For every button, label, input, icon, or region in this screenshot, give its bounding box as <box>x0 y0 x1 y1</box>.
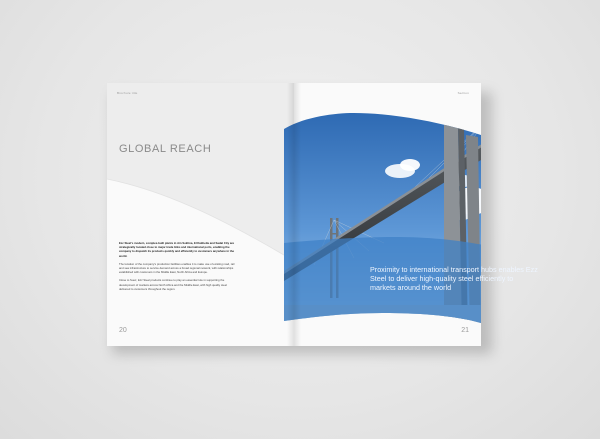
bridge-photo <box>294 83 481 346</box>
page-title: GLOBAL REACH <box>119 143 212 155</box>
page-number-right: 21 <box>461 327 469 334</box>
brochure-spread <box>107 83 538 346</box>
body-lead: Ezz Steel's modern, complex-built plants in Ain Sokhna, El Dekheila and Sadat City are strategically located close to major trade links and international ports, enabling the company to dispatch its products quickly and efficiently to customers anywhere in the world. <box>119 241 235 258</box>
page-number-left: 20 <box>119 327 127 334</box>
left-page-curves <box>107 83 294 346</box>
spine-gutter <box>287 83 301 346</box>
right-page <box>294 83 538 346</box>
running-head-left: Brochure title <box>117 91 138 95</box>
body-paragraph-3: Close to Suez, Ezz Steel products continue to play an essential role in supporting the development of markets across North Africa and the Middle East, with high quality steel delivered to customers throughout the region. <box>119 278 227 291</box>
pylon-crossbeam <box>330 233 339 235</box>
left-gray-shape <box>107 83 294 261</box>
left-page <box>107 83 294 346</box>
body-text <box>119 241 237 295</box>
running-head-right: Section <box>457 91 469 95</box>
body-paragraph-2: The location of the company's production facilities enables it to make use of existing road, rail and sea infrastructure to service demand across a broad regional network, with relationships established with customers in the Middle East, North Africa and Europe. <box>119 261 235 275</box>
cloud <box>400 159 420 171</box>
overlay-caption: Proximity to international transport hubs enables Ezz Steel to deliver high-quality steel efficiently to markets around the world <box>370 265 538 292</box>
